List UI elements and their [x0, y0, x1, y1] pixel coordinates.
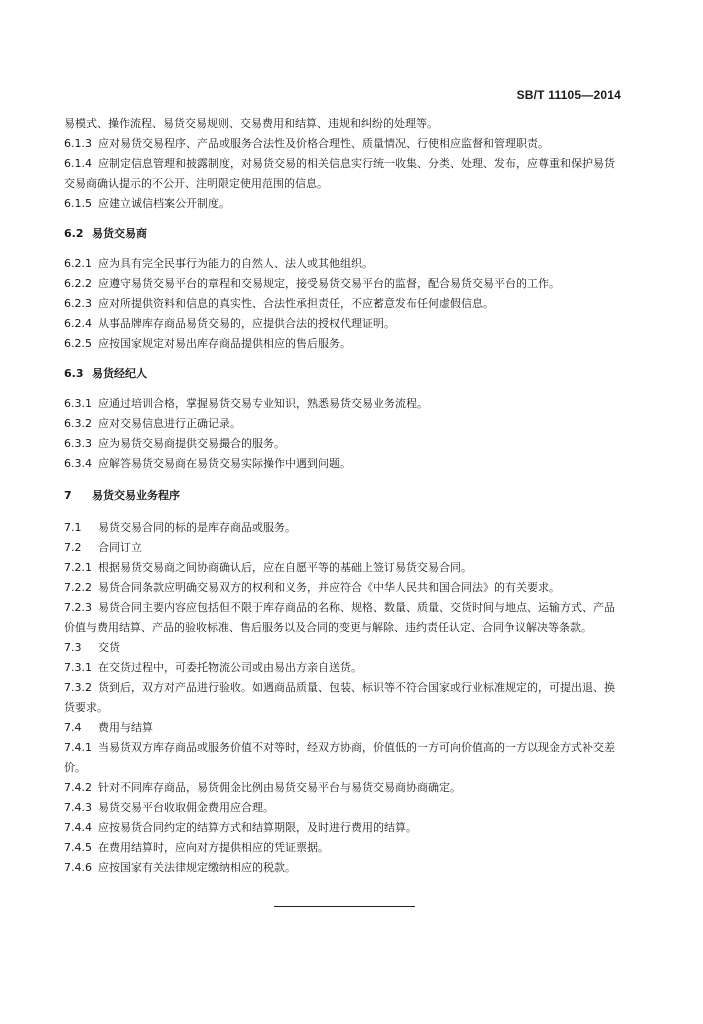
clause-7-4-6 [64, 858, 621, 878]
clause-text: 交货 [98, 641, 120, 654]
end-of-document-rule [274, 906, 415, 907]
clause-text: 应对易货交易程序、产品或服务合法性及价格合理性、质量情况、行使相应监督和管理职责。 [98, 137, 549, 150]
page-header-code: SB/T 11105—2014 [516, 88, 621, 102]
clause-number: 6.2.1 [64, 257, 92, 270]
clause-text: 应对交易信息进行正确记录。 [98, 417, 241, 430]
clause-6-2-2 [64, 274, 621, 294]
clause-number: 7.2.1 [64, 561, 92, 574]
clause-text: 应通过培训合格，掌握易货交易专业知识，熟悉易货交易业务流程。 [98, 397, 428, 410]
clause-number: 6.3.1 [64, 397, 92, 410]
clause-7-4 [64, 718, 621, 738]
clause-number: 6.2.5 [64, 337, 92, 350]
clause-6-2-3 [64, 294, 621, 314]
clause-text: 应建立诚信档案公开制度。 [98, 197, 230, 210]
clause-number: 7.4.5 [64, 841, 92, 854]
clause-6-1-4 [64, 154, 621, 194]
clause-text: 针对不同库存商品，易货佣金比例由易货交易平台与易货交易商协商确定。 [98, 781, 461, 794]
clause-6-2-1 [64, 254, 621, 274]
clause-number: 7.3.1 [64, 661, 92, 674]
clause-number: 7.4 [64, 721, 82, 734]
clause-number: 7.2.3 [64, 601, 92, 614]
clause-number: 7.2 [64, 541, 82, 554]
clause-text: 在费用结算时，应向对方提供相应的凭证票据。 [98, 841, 329, 854]
clause-7-4-5 [64, 838, 621, 858]
clause-6-1-3 [64, 134, 621, 154]
clause-number: 7.4.2 [64, 781, 92, 794]
clause-text: 应按国家规定对易出库存商品提供相应的售后服务。 [98, 337, 351, 350]
clause-7-3 [64, 638, 621, 658]
clause-text: 在交货过程中，可委托物流公司或由易出方亲自送货。 [98, 661, 362, 674]
section-heading-6-3 [64, 364, 621, 384]
clause-number: 7.4.1 [64, 741, 92, 754]
clause-number: 6.1.4 [64, 157, 92, 170]
clause-number: 6.1.5 [64, 197, 92, 210]
clause-text: 从事品牌库存商品易货交易的，应提供合法的授权代理证明。 [98, 317, 395, 330]
clause-text: 应对所提供资料和信息的真实性、合法性承担责任，不应蓄意发布任何虚假信息。 [98, 297, 494, 310]
clause-text: 易货合同条款应明确交易双方的权利和义务，并应符合《中华人民共和国合同法》的有关要求。 [98, 581, 560, 594]
clause-number: 6.1.3 [64, 137, 92, 150]
document-body [64, 114, 621, 878]
clause-text: 应按易货合同约定的结算方式和结算期限，及时进行费用的结算。 [98, 821, 417, 834]
clause-number: 7.4.4 [64, 821, 92, 834]
clause-text: 应解答易货交易商在易货交易实际操作中遇到问题。 [98, 457, 351, 470]
clause-text: 应遵守易货交易平台的章程和交易规定，接受易货交易平台的监督，配合易货交易平台的工作。 [98, 277, 560, 290]
clause-number: 7.1 [64, 521, 82, 534]
clause-6-3-3 [64, 434, 621, 454]
section-heading-6-2 [64, 224, 621, 244]
clause-text: 易货交易平台收取佣金费用应合理。 [98, 801, 274, 814]
clause-text: 根据易货交易商之间协商确认后，应在自愿平等的基础上签订易货交易合同。 [98, 561, 472, 574]
clause-text: 当易货双方库存商品或服务价值不对等时，经双方协商，价值低的一方可向价值高的一方以现金方式补交差价。 [64, 741, 615, 774]
clause-text: 易货交易合同的标的是库存商品或服务。 [98, 521, 296, 534]
section-number: 6.2 [64, 227, 84, 240]
clause-7-4-1 [64, 738, 621, 778]
clause-text: 费用与结算 [98, 721, 153, 734]
clause-number: 6.3.2 [64, 417, 92, 430]
clause-number: 6.2.3 [64, 297, 92, 310]
clause-number: 6.3.4 [64, 457, 92, 470]
clause-text: 货到后，双方对产品进行验收。如遇商品质量、包装、标识等不符合国家或行业标准规定的，可提出退、换货要求。 [64, 681, 615, 714]
clause-7-1 [64, 518, 621, 538]
section-number: 6.3 [64, 367, 84, 380]
clause-text: 易货合同主要内容应包括但不限于库存商品的名称、规格、数量、质量、交货时间与地点、运输方式、产品价值与费用结算、产品的验收标准、售后服务以及合同的变更与解除、违约责任认定、合同争议解决等条款。 [64, 601, 615, 634]
clause-7-2-2 [64, 578, 621, 598]
clause-text: 应制定信息管理和披露制度，对易货交易的相关信息实行统一收集、分类、处理、发布，应尊重和保护易货交易商确认提示的不公开、注明限定使用范围的信息。 [64, 157, 615, 190]
clause-number: 6.2.2 [64, 277, 92, 290]
clause-number: 6.3.3 [64, 437, 92, 450]
clause-6-3-1 [64, 394, 621, 414]
clause-7-4-3 [64, 798, 621, 818]
clause-7-3-2 [64, 678, 621, 718]
clause-text: 应按国家有关法律规定缴纳相应的税款。 [98, 861, 296, 874]
clause-7-2 [64, 538, 621, 558]
clause-7-2-1 [64, 558, 621, 578]
clause-number: 7.3 [64, 641, 82, 654]
chapter-heading-7 [64, 486, 621, 506]
clause-6-2-4 [64, 314, 621, 334]
clause-6-3-4 [64, 454, 621, 474]
section-title: 易货交易商 [92, 227, 147, 240]
clause-number: 7.4.6 [64, 861, 92, 874]
clause-7-3-1 [64, 658, 621, 678]
clause-number: 7.4.3 [64, 801, 92, 814]
clause-6-2-5 [64, 334, 621, 354]
clause-7-4-2 [64, 778, 621, 798]
clause-number: 7.2.2 [64, 581, 92, 594]
clause-text: 应为具有完全民事行为能力的自然人、法人或其他组织。 [98, 257, 373, 270]
chapter-number: 7 [64, 489, 72, 502]
section-title: 易货经纪人 [92, 367, 147, 380]
clause-number: 6.2.4 [64, 317, 92, 330]
clause-7-2-3 [64, 598, 621, 638]
paragraph-continuation: 易模式、操作流程、易货交易规则、交易费用和结算、违规和纠纷的处理等。 [64, 117, 438, 130]
clause-text: 应为易货交易商提供交易撮合的服务。 [98, 437, 285, 450]
clause-number: 7.3.2 [64, 681, 92, 694]
clause-6-1-5 [64, 194, 621, 214]
clause-7-4-4 [64, 818, 621, 838]
clause-6-3-2 [64, 414, 621, 434]
clause-text: 合同订立 [98, 541, 142, 554]
chapter-title: 易货交易业务程序 [92, 489, 180, 502]
